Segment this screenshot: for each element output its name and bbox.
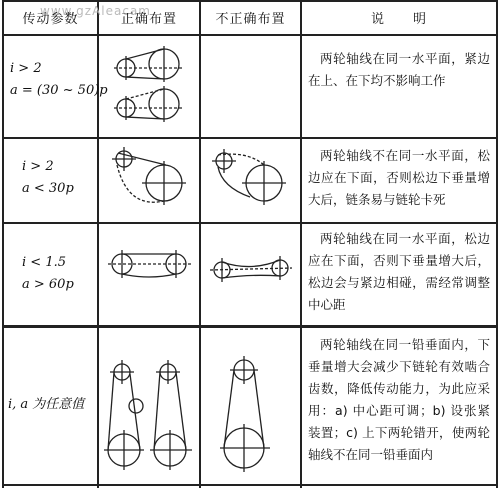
table-border-left (2, 0, 4, 488)
row1-center-distance: a = (30 ~ 50)p (10, 83, 108, 98)
row2-ratio: i > 2 (22, 159, 54, 174)
row3-desc: 两轮轴线在同一水平面，松边应在下面，否则下垂量增大后，松边会与紧边相碰，需经常调整中心距 (308, 231, 490, 312)
header-desc: 说 明 (370, 11, 427, 27)
table-divider-2 (199, 0, 201, 488)
table-divider-3 (300, 0, 302, 488)
row-divider-2 (2, 222, 498, 224)
row-divider-header (2, 34, 498, 36)
row2-incorrect-figure (208, 143, 294, 219)
row1-correct-figure (110, 40, 190, 132)
row2-param (22, 156, 92, 200)
table-border-bottom (2, 484, 498, 486)
row4-incorrect-figure (214, 340, 284, 480)
row3-correct-figure (106, 244, 194, 288)
row4-correct-figure (104, 332, 196, 482)
row1-param (10, 58, 108, 102)
row3-ratio: i < 1.5 (22, 255, 66, 270)
table-border-right (496, 0, 498, 488)
header-correct: 正确布置 (120, 11, 177, 27)
row4-any-value: i, a 为任意值 (8, 397, 85, 412)
row3-center-distance: a > 60p (22, 277, 74, 292)
header-param: 传动参数 (22, 11, 79, 27)
watermark: www.gzAleacam (40, 4, 151, 18)
row3-incorrect-figure (208, 248, 296, 288)
row-divider-1 (2, 137, 498, 139)
row4-desc: 两轮轴线在同一铅垂面内，下垂量增大会减少下链轮有效啮合齿数，降低传动能力，为此应采用：a) 中心距可调；b) 设张紧装置；c) 上下两轮错开，使两轮轴线不在同一铅垂面内 (308, 337, 490, 462)
row2-correct-figure (108, 143, 192, 219)
row-divider-3 (2, 325, 498, 328)
row2-desc: 两轮轴线不在同一水平面，松边应在下面，否则松边下垂量增大后，链条易与链轮卡死 (308, 148, 490, 207)
row2-center-distance: a < 30p (22, 181, 74, 196)
row4-param (8, 394, 98, 416)
row1-desc: 两轮轴线在同一水平面，紧边在上、在下均不影响工作 (308, 51, 490, 88)
header-incorrect: 不正确布置 (215, 11, 286, 27)
row1-ratio: i > 2 (10, 61, 42, 76)
row3-param (22, 252, 92, 296)
